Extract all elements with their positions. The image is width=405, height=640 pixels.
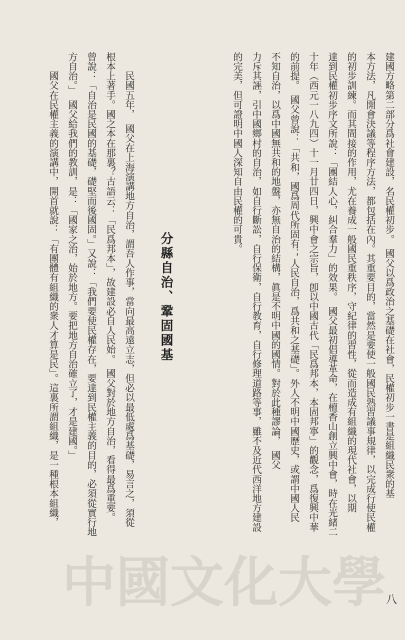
text-column: 達到民權初步序文所說：「團結人心，糾合羣力」的效果。 國父最初倡導革命，在檀香山創立興中會，時在光緒二 [326,52,337,537]
text-column: 的完美，但可證明中國人深知自由民權的可貴。 [231,52,242,254]
text-column: 的初步訓練。而其間接的作用，尤在養成一般國民重秩序，守紀律的習性，從而造成有組織的現代社會，以期 [345,52,356,513]
section-heading: 分縣自治、鞏固國基 [159,232,174,363]
text-column: 民國五年， 國父在上海演講地方自治，謂吾人作事，當向最高遠立志，但必以最低處爲基礎，易言之，須從 [123,52,134,528]
text-column: 根本上著手。國之本在那裏？古語云：「民爲邦本」，故建設必自人民始。 國父對於地方自治，看得最爲重要。 [104,52,115,523]
text-column: 不知自治，以爲中國無共和的地盤，亦無自治的結構，眞是不明中國的國情。對於此種謬論， 國父 [269,52,280,470]
text-column: 國父在民權主義的演講中，開首就說：「有團體有組織的衆人才算是民」。這裏所謂組織，是一種根本組織， [47,52,58,528]
text-column: 方自治。」 國父給我們的教訓，是：「國家之治，始於地方。要把地方自治確立了，才是建國。」 [66,52,77,460]
text-column: 力斥其誣，引中國鄉村的自治，如自行斷訟，自行保衛，自行教育，自行修理道路等事，雖不及近代西洋地方建設 [250,52,261,532]
watermark: 中國文化大學 [62,550,386,614]
text-column: 建國方略第二部分爲社會建設，名民權初步。 國父以爲政治之基礎在社會，民權初步一書是組織民衆的基 [383,52,394,499]
text-column: 曾說：「自治是民國的基礎，礎堅而後國固。」又說：「我們要使民權存在，要達到民權主義的目的，必須從實行地 [85,52,96,537]
text-column: 十年（西元一八九四）十一月廿四日，興中會之宗旨，卽以中國古代「民爲邦本，本固邦寧」的觀念，爲復興中華 [307,52,318,532]
page-number: 八 [386,593,397,606]
text-column: 本方法，凡開會決議等程序方法，都包括在內。其重要目的，當然是要使一般國民熟習議事規律，以完成行使民權 [364,52,375,532]
text-column: 的前提。 國父曾說：「共和，國爲周代所固有；人民自治，爲共和之基礎」。外人不明中國歷史，或謂中國人民 [288,52,299,523]
